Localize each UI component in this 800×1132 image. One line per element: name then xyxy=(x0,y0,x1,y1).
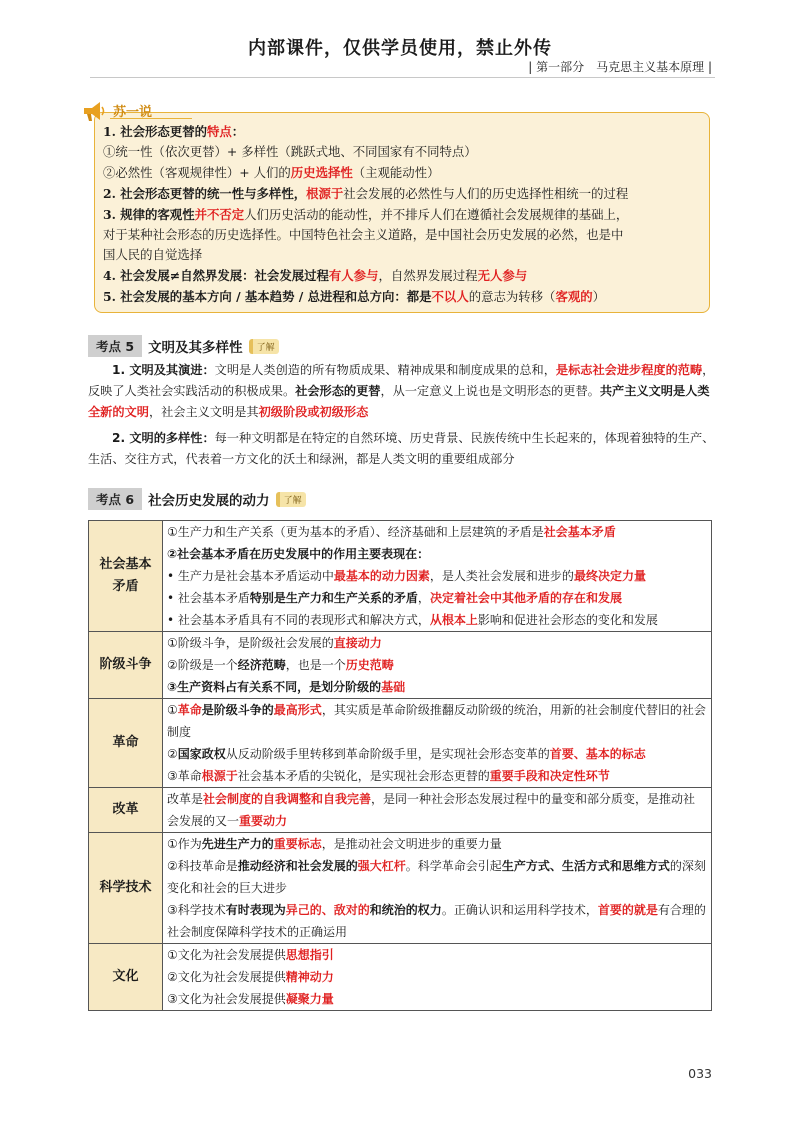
su-line-6: 对于某种社会形态的历史选择性。中国特色社会主义道路，是中国社会历史发展的必然，也是中 xyxy=(103,227,624,242)
row-head-reform: 改革 xyxy=(89,788,163,833)
row-head-science-tech: 科学技术 xyxy=(89,833,163,944)
row-body-reform xyxy=(163,788,712,833)
kaodian-5-header xyxy=(88,335,279,357)
kaodian-5-badge: 考点 5 xyxy=(88,335,142,357)
row-head-revolution: 革命 xyxy=(89,699,163,788)
driving-forces-table xyxy=(88,520,712,1011)
row-body-basic-contradiction xyxy=(163,521,712,632)
row-head-basic-contradiction: 社会基本 矛盾 xyxy=(89,521,163,632)
row-body-science-tech xyxy=(163,833,712,944)
civilization-paragraph: 1. 文明及其演进：文明是人类创造的所有物质成果、精神成果和制度成果的总和，是标志社会进步程度的范畴，反映了人类社会实践活动的积极成果。社会形态的更替，从一定意义上说也是文明形态的更替。共产主义文明是人类全新的文明，社会主义文明是其初级阶段或初级形态 xyxy=(88,363,715,419)
table-line: ①阶级斗争，是阶级社会发展的直接动力 xyxy=(167,636,382,650)
table-line: ①生产力和生产关系（更为基本的矛盾）、经济基础和上层建筑的矛盾是社会基本矛盾 xyxy=(167,525,616,539)
su-line-3: ②必然性（客观规律性）+ 人们的历史选择性（主观能动性） xyxy=(103,165,440,180)
page-number: 033 xyxy=(688,1066,712,1081)
su-yi-shuo-label: 苏一说 xyxy=(113,105,153,120)
su-label-underline xyxy=(110,118,192,119)
table-line: ①革命是阶级斗争的最高形式，其实质是革命阶级推翻反动阶级的统治，用新的社会制度代替旧的社会制度 xyxy=(167,703,706,739)
page-title: 内部课件，仅供学员使用，禁止外传 xyxy=(248,38,552,59)
table-line: • 生产力是社会基本矛盾运动中最基本的动力因素，是人类社会发展和进步的最终决定力量 xyxy=(167,569,646,583)
su-line-5: 3. 规律的客观性并不否定人们历史活动的能动性，并不排斥人们在遵循社会发展规律的基础上， xyxy=(103,207,629,222)
table-line: ②科技革命是推动经济和社会发展的强大杠杆。科学革命会引起生产方式、生活方式和思维方式的深刻变化和社会的巨大进步 xyxy=(167,859,706,895)
table-line: ③文化为社会发展提供凝聚力量 xyxy=(167,992,334,1006)
table-row xyxy=(89,521,712,632)
su-line-8: 4. 社会发展≠自然界发展：社会发展过程有人参与，自然界发展过程无人参与 xyxy=(103,268,528,283)
table-line: ③生产资料占有关系不同，是划分阶级的基础 xyxy=(167,680,406,694)
section-header: | 第一部分 马克思主义基本原理 | xyxy=(528,60,712,74)
su-line-7: 国人民的自觉选择 xyxy=(103,247,203,262)
su-line-1: 1. 社会形态更替的特点： xyxy=(103,124,245,139)
kaodian-6-title: 社会历史发展的动力 xyxy=(148,493,270,509)
table-line: ③革命根源于社会基本矛盾的尖锐化，是实现社会形态更替的重要手段和决定性环节 xyxy=(167,769,610,783)
table-row xyxy=(89,944,712,1011)
row-body-revolution xyxy=(163,699,712,788)
table-line: • 社会基本矛盾特别是生产力和生产关系的矛盾，决定着社会中其他矛盾的存在和发展 xyxy=(167,591,622,605)
table-row xyxy=(89,833,712,944)
row-head-class-struggle: 阶级斗争 xyxy=(89,632,163,699)
table-line: ①作为先进生产力的重要标志，是推动社会文明进步的重要力量 xyxy=(167,837,502,851)
table-line: ②阶级是一个经济范畴，也是一个历史范畴 xyxy=(167,658,394,672)
row-body-culture xyxy=(163,944,712,1011)
table-row xyxy=(89,632,712,699)
su-line-2: ①统一性（依次更替）+ 多样性（跳跃式地、不同国家有不同特点） xyxy=(103,144,477,159)
row-body-class-struggle xyxy=(163,632,712,699)
su-line-9: 5. 社会发展的基本方向 / 基本趋势 / 总进程和总方向：都是不以人的意志为转移（客观的） xyxy=(103,289,606,304)
table-line: • 社会基本矛盾具有不同的表现形式和解决方式，从根本上影响和促进社会形态的变化和发展 xyxy=(167,613,658,627)
diversity-paragraph: 2. 文明的多样性：每一种文明都是在特定的自然环境、历史背景、民族传统中生长起来的，体现着独特的生产、生活、交往方式，代表着一方文化的沃土和绿洲，都是人类文明的重要组成部分 xyxy=(88,431,715,466)
kaodian-6-tag: 了解 xyxy=(276,492,306,507)
table-row xyxy=(89,699,712,788)
header-divider xyxy=(90,77,715,78)
table-line: ①文化为社会发展提供思想指引 xyxy=(167,948,334,962)
table-line: ③科学技术有时表现为异己的、敌对的和统治的权力。正确认识和运用科学技术，首要的就是有合理的社会制度保障科学技术的正确运用 xyxy=(167,903,706,939)
table-line: 改革是社会制度的自我调整和自我完善，是同一种社会形态发展过程中的量变和部分质变，是推动社会发展的又一重要动力 xyxy=(167,792,696,828)
megaphone-icon xyxy=(80,98,106,124)
kaodian-5-title: 文明及其多样性 xyxy=(148,340,243,356)
table-line: ②社会基本矛盾在历史发展中的作用主要表现在： xyxy=(167,547,430,561)
kaodian-6-badge: 考点 6 xyxy=(88,488,142,510)
table-line: ②文化为社会发展提供精神动力 xyxy=(167,970,334,984)
su-line-4: 2. 社会形态更替的统一性与多样性，根源于社会发展的必然性与人们的历史选择性相统一的过程 xyxy=(103,186,629,201)
kaodian-6-header xyxy=(88,488,306,510)
table-row xyxy=(89,788,712,833)
table-line: ②国家政权从反动阶级手里转移到革命阶级手里，是实现社会形态变革的首要、基本的标志 xyxy=(167,747,646,761)
row-head-culture: 文化 xyxy=(89,944,163,1011)
kaodian-5-tag: 了解 xyxy=(249,339,279,354)
